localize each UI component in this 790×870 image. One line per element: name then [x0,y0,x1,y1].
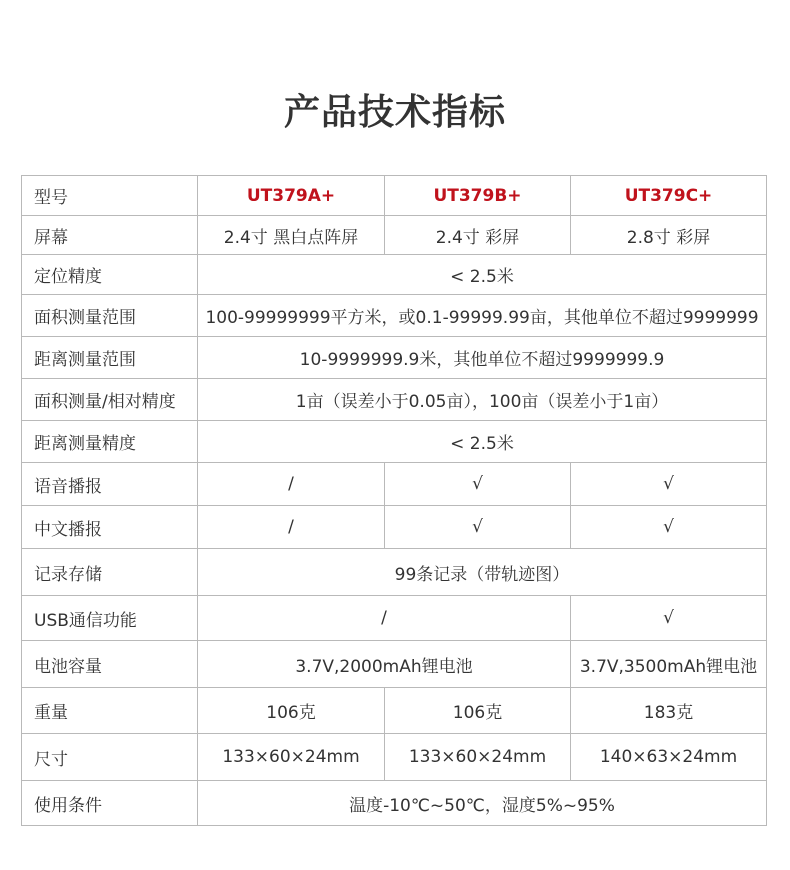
model-name-a: UT379A+ [198,176,385,216]
cell-value: 10-9999999.9米，其他单位不超过9999999.9 [198,337,767,379]
row-label: 距离测量范围 [22,337,198,379]
cell-value: / [198,463,385,506]
row-label: 重量 [22,688,198,734]
row-label: 语音播报 [22,463,198,506]
table-row-area-range [22,295,767,337]
table-row-conditions [22,781,767,826]
cell-value: √ [571,596,767,641]
row-label: 尺寸 [22,734,198,781]
model-name-c: UT379C+ [571,176,767,216]
table-row-weight [22,688,767,734]
table-row-chinese-voice [22,506,767,549]
table-row-voice [22,463,767,506]
page-title: 产品技术指标 [283,92,506,133]
row-label: 使用条件 [22,781,198,826]
cell-value: 183克 [571,688,767,734]
cell-value: 2.8寸 彩屏 [571,216,767,255]
table-row-model [22,176,767,216]
cell-value: 3.7V,2000mAh锂电池 [198,641,571,688]
cell-value: 140×63×24mm [571,734,767,781]
table-row-area-accuracy [22,379,767,421]
spec-table [21,175,767,826]
cell-value: / [198,506,385,549]
cell-value: 温度-10℃~50℃，湿度5%~95% [198,781,767,826]
cell-value: < 2.5米 [198,255,767,295]
cell-value: 106克 [198,688,385,734]
table-row-position-accuracy [22,255,767,295]
row-label: 面积测量/相对精度 [22,379,198,421]
table-row-screen [22,216,767,255]
cell-value: 133×60×24mm [198,734,385,781]
cell-value: 133×60×24mm [385,734,571,781]
cell-value: 1亩（误差小于0.05亩），100亩（误差小于1亩） [198,379,767,421]
row-label: 屏幕 [22,216,198,255]
cell-value: 100-99999999平方米，或0.1-99999.99亩，其他单位不超过9999999 [198,295,767,337]
cell-value: 99条记录（带轨迹图） [198,549,767,596]
table-row-storage [22,549,767,596]
cell-value: √ [571,463,767,506]
model-name-b: UT379B+ [385,176,571,216]
row-label: 电池容量 [22,641,198,688]
table-row-distance-range [22,337,767,379]
row-label: 面积测量范围 [22,295,198,337]
table-row-battery [22,641,767,688]
cell-value: √ [385,463,571,506]
cell-value: / [198,596,571,641]
cell-value: 2.4寸 彩屏 [385,216,571,255]
row-label: 距离测量精度 [22,421,198,463]
row-label: 型号 [22,176,198,216]
cell-value: √ [385,506,571,549]
table-row-size [22,734,767,781]
table-row-distance-accuracy [22,421,767,463]
cell-value: 2.4寸 黑白点阵屏 [198,216,385,255]
table-row-usb [22,596,767,641]
cell-value: < 2.5米 [198,421,767,463]
row-label: 记录存储 [22,549,198,596]
row-label: USB通信功能 [22,596,198,641]
cell-value: 106克 [385,688,571,734]
row-label: 定位精度 [22,255,198,295]
cell-value: 3.7V,3500mAh锂电池 [571,641,767,688]
cell-value: √ [571,506,767,549]
row-label: 中文播报 [22,506,198,549]
